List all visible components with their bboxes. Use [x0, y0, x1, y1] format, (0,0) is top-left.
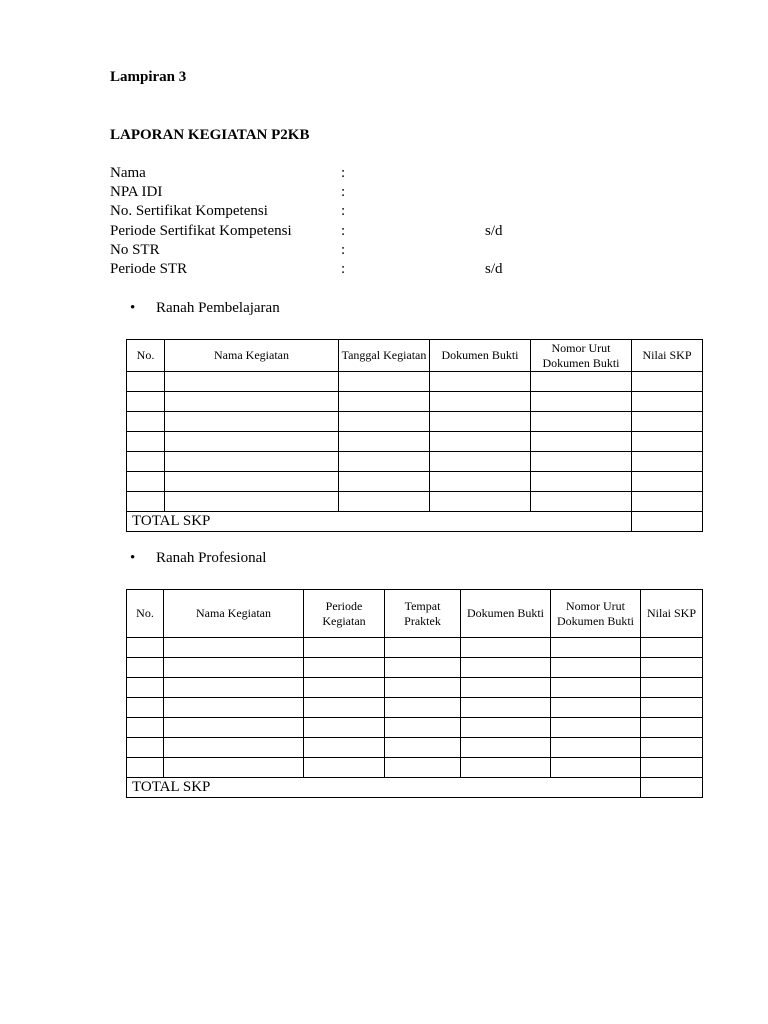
header-cell: Nilai SKP: [641, 590, 703, 638]
field-range-sd: s/d: [485, 223, 503, 239]
table-row: [127, 432, 703, 452]
field-no-str: [110, 241, 530, 260]
field-colon: :: [341, 261, 346, 277]
table-row: [127, 472, 703, 492]
field-range-sd: s/d: [485, 261, 503, 277]
total-label: TOTAL SKP: [127, 512, 632, 532]
field-label: Periode STR: [110, 261, 188, 277]
table-row: [127, 412, 703, 432]
field-nama: [110, 164, 530, 183]
header-cell: No.: [127, 590, 164, 638]
field-no-sertifikat: [110, 202, 530, 221]
field-colon: :: [341, 223, 346, 239]
section-title: Ranah Profesional: [156, 550, 267, 566]
table-row: [127, 658, 703, 678]
field-label: No STR: [110, 242, 160, 258]
bullet-icon: •: [130, 550, 136, 566]
header-cell: Nomor Urut Dokumen Bukti: [531, 340, 632, 372]
header-cell: No.: [127, 340, 165, 372]
field-colon: :: [341, 242, 346, 258]
table-row: [127, 698, 703, 718]
table-row: [127, 738, 703, 758]
section-heading-profesional: [130, 549, 266, 568]
header-cell: Nomor Urut Dokumen Bukti: [551, 590, 641, 638]
section-heading-pembelajaran: [130, 299, 280, 318]
total-row: [127, 778, 703, 798]
table-row: [127, 392, 703, 412]
field-colon: :: [341, 184, 346, 200]
table-ranah-pembelajaran: [126, 339, 703, 532]
table-row: [127, 492, 703, 512]
header-cell: Nama Kegiatan: [165, 340, 339, 372]
field-colon: :: [341, 203, 346, 219]
table-header-row: [127, 340, 703, 372]
total-value-cell: [632, 512, 703, 532]
appendix-label: Lampiran 3: [110, 69, 187, 85]
field-label: Periode Sertifikat Kompetensi: [110, 223, 292, 239]
document-title: LAPORAN KEGIATAN P2KB: [110, 127, 310, 143]
table-row: [127, 452, 703, 472]
field-label: Nama: [110, 165, 146, 181]
total-value-cell: [641, 778, 703, 798]
field-periode-str: [110, 260, 530, 279]
table-row: [127, 372, 703, 392]
header-cell: Periode Kegiatan: [304, 590, 385, 638]
field-colon: :: [341, 165, 346, 181]
header-cell: Nama Kegiatan: [164, 590, 304, 638]
table-row: [127, 758, 703, 778]
table-row: [127, 678, 703, 698]
total-row: [127, 512, 703, 532]
table-ranah-profesional: [126, 589, 703, 798]
header-cell: Nilai SKP: [632, 340, 703, 372]
field-label: NPA IDI: [110, 184, 163, 200]
field-npa-idi: [110, 183, 530, 202]
field-periode-sertifikat: [110, 222, 530, 241]
table-row: [127, 638, 703, 658]
section-title: Ranah Pembelajaran: [156, 300, 280, 316]
field-label: No. Sertifikat Kompetensi: [110, 203, 268, 219]
header-cell: Tanggal Kegiatan: [339, 340, 430, 372]
header-cell: Dokumen Bukti: [461, 590, 551, 638]
header-cell: Tempat Praktek: [385, 590, 461, 638]
header-cell: Dokumen Bukti: [430, 340, 531, 372]
bullet-icon: •: [130, 300, 136, 316]
total-label: TOTAL SKP: [127, 778, 641, 798]
table-row: [127, 718, 703, 738]
table-header-row: [127, 590, 703, 638]
